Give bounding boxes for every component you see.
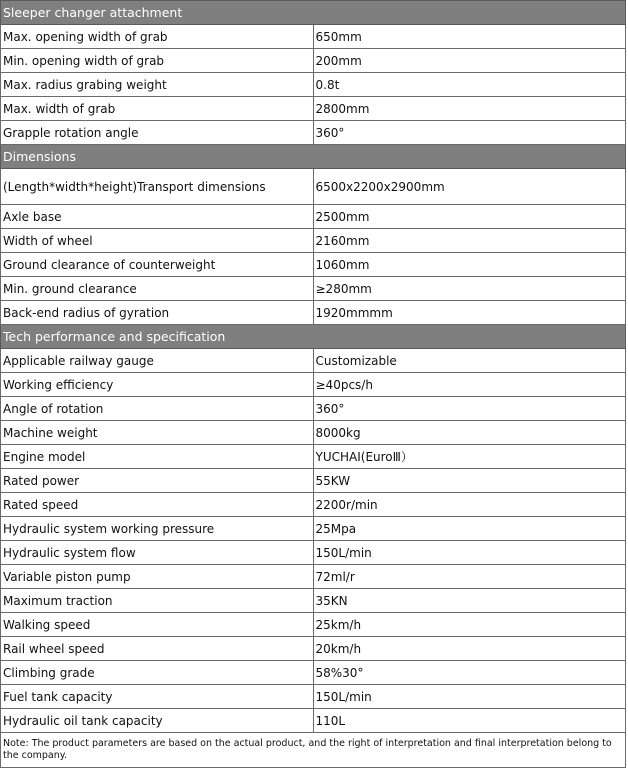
spec-label: Variable piston pump [1,565,314,589]
section-title: Sleeper changer attachment [1,1,626,25]
spec-value: 2200r/min [313,493,626,517]
spec-value: 2160mm [313,229,626,253]
spec-value: 1060mm [313,253,626,277]
spec-label: Max. radius grabing weight [1,73,314,97]
spec-row [1,517,626,541]
spec-value: 200mm [313,49,626,73]
spec-value: 110L [313,709,626,733]
spec-label: Width of wheel [1,229,314,253]
spec-row [1,589,626,613]
spec-row [1,613,626,637]
spec-value: ≥280mm [313,277,626,301]
spec-label: Machine weight [1,421,314,445]
spec-value: 360° [313,121,626,145]
spec-row [1,685,626,709]
spec-row [1,709,626,733]
section-header-row [1,1,626,25]
spec-value: ≥40pcs/h [313,373,626,397]
spec-label: Min. ground clearance [1,277,314,301]
spec-label: Rail wheel speed [1,637,314,661]
spec-value: 2500mm [313,205,626,229]
spec-label: Fuel tank capacity [1,685,314,709]
spec-label: Working efficiency [1,373,314,397]
spec-row [1,445,626,469]
note-row [1,733,626,768]
spec-row [1,541,626,565]
spec-value: 0.8t [313,73,626,97]
spec-value: 58%30° [313,661,626,685]
spec-value: 8000kg [313,421,626,445]
spec-row [1,421,626,445]
section-title: Tech performance and specification [1,325,626,349]
spec-row [1,253,626,277]
spec-row [1,301,626,325]
spec-row [1,277,626,301]
spec-row [1,73,626,97]
spec-row [1,661,626,685]
spec-value: 72ml/r [313,565,626,589]
spec-value: 25km/h [313,613,626,637]
spec-value: 35KN [313,589,626,613]
spec-label: Ground clearance of counterweight [1,253,314,277]
spec-row [1,49,626,73]
spec-label: Maximum traction [1,589,314,613]
section-header-row [1,325,626,349]
spec-label: (Length*width*height)Transport dimensions [1,169,314,205]
spec-value: 150L/min [313,685,626,709]
spec-row [1,229,626,253]
spec-label: Max. width of grab [1,97,314,121]
footnote: Note: The product parameters are based on the actual product, and the right of interpretation and final interpretation belong to the company. [1,733,626,768]
spec-row [1,169,626,205]
spec-row [1,565,626,589]
spec-value: 25Mpa [313,517,626,541]
spec-row [1,121,626,145]
spec-row [1,349,626,373]
spec-label: Hydraulic system working pressure [1,517,314,541]
spec-value: 6500x2200x2900mm [313,169,626,205]
spec-label: Hydraulic system flow [1,541,314,565]
spec-value: YUCHAI(EuroⅢ） [313,445,626,469]
section-header-row [1,145,626,169]
spec-label: Angle of rotation [1,397,314,421]
spec-label: Back-end radius of gyration [1,301,314,325]
spec-label: Grapple rotation angle [1,121,314,145]
spec-row [1,397,626,421]
spec-label: Applicable railway gauge [1,349,314,373]
spec-value: 20km/h [313,637,626,661]
spec-row [1,373,626,397]
spec-row [1,97,626,121]
spec-row [1,205,626,229]
spec-label: Rated power [1,469,314,493]
spec-label: Max. opening width of grab [1,25,314,49]
spec-value: 150L/min [313,541,626,565]
section-title: Dimensions [1,145,626,169]
spec-label: Rated speed [1,493,314,517]
spec-row [1,469,626,493]
spec-label: Axle base [1,205,314,229]
spec-row [1,637,626,661]
spec-label: Climbing grade [1,661,314,685]
spec-table-body [1,1,626,768]
spec-row [1,25,626,49]
spec-value: Customizable [313,349,626,373]
spec-value: 2800mm [313,97,626,121]
spec-value: 650mm [313,25,626,49]
spec-label: Engine model [1,445,314,469]
spec-label: Hydraulic oil tank capacity [1,709,314,733]
spec-value: 1920mmmm [313,301,626,325]
spec-row [1,493,626,517]
spec-value: 360° [313,397,626,421]
spec-label: Min. opening width of grab [1,49,314,73]
spec-label: Walking speed [1,613,314,637]
spec-value: 55KW [313,469,626,493]
